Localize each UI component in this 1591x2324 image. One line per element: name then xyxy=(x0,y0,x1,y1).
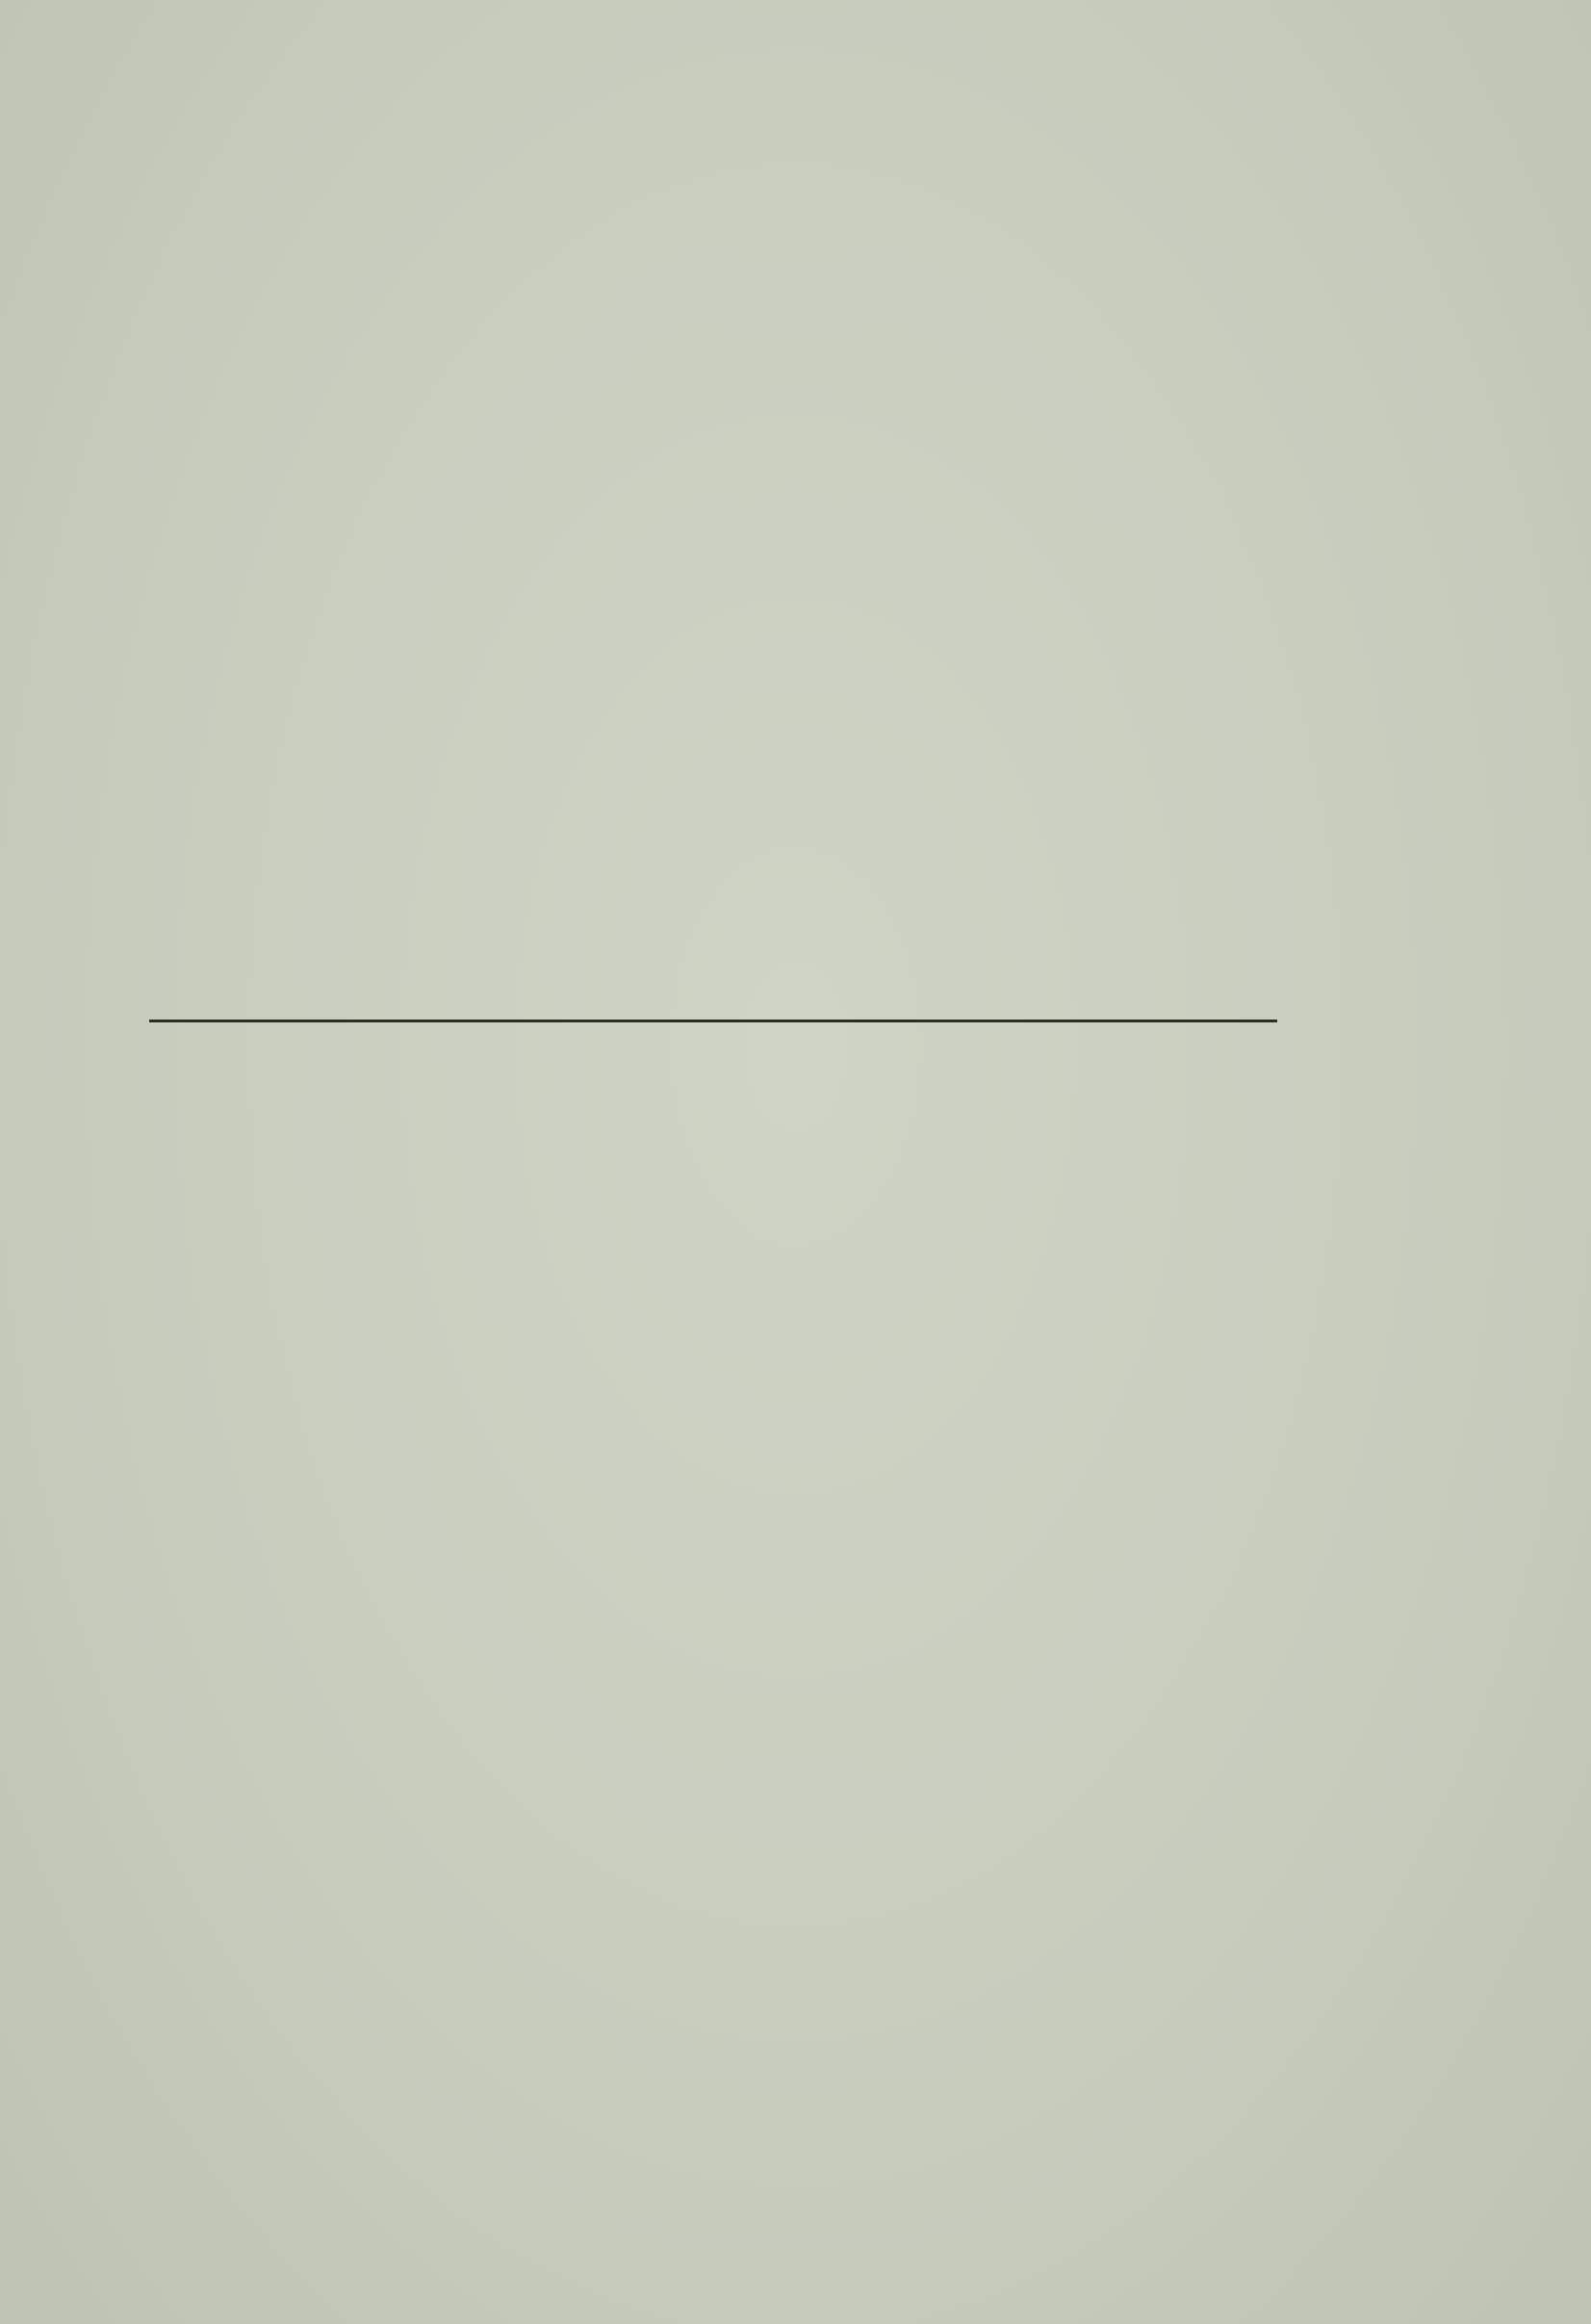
section-divider xyxy=(149,1020,1277,1022)
